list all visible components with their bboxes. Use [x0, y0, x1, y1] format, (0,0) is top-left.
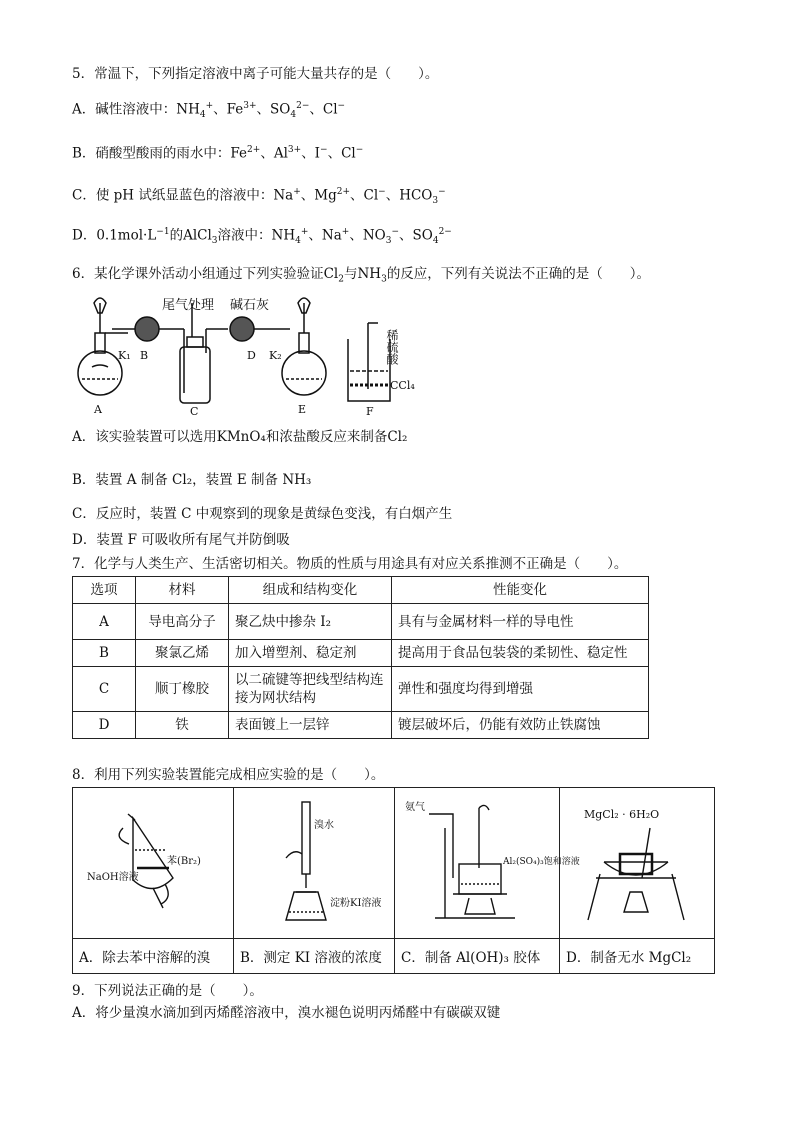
heating-beaker-figure	[395, 788, 580, 934]
table-cell: A	[73, 604, 136, 640]
caption-row	[73, 939, 715, 974]
table-row	[73, 640, 649, 667]
table-cell: 聚乙炔中掺杂 I₂	[229, 604, 392, 640]
flask-e	[282, 351, 326, 395]
label-benzene: 苯(Br₂)	[167, 856, 201, 867]
table-header: 材料	[136, 577, 229, 604]
q9-stem: 9．下列说法正确的是（ ）。	[72, 983, 263, 999]
label-b: B	[140, 349, 149, 362]
q6-option-b: B．装置 A 制备 Cl₂，装置 E 制备 NH₃	[72, 472, 312, 488]
table-cell: D	[73, 712, 136, 739]
label-d: D	[247, 349, 256, 362]
caption-d: D．制备无水 MgCl₂	[560, 939, 715, 974]
q5-option-a: A．碱性溶液中：$NH_4^+$、$Fe^{3+}$、$SO_4^{2-}$、Cl−	[72, 101, 346, 121]
table-cell: 提高用于食品包装袋的柔韧性、稳定性	[392, 640, 649, 667]
q5-option-d: D．$0.1mol\cdot L^{-1}$的AlCl$_3$溶液中：$NH_4^+$、Na+、$NO_3^-$、$SO_4^{2-}$	[72, 227, 452, 247]
drying-tube-d	[230, 317, 254, 341]
q8-table	[72, 787, 715, 974]
table-cell: 具有与金属材料一样的导电性	[392, 604, 649, 640]
table-cell: 加入增塑剂、稳定剂	[229, 640, 392, 667]
table-cell: 顺丁橡胶	[136, 667, 229, 712]
table-row	[73, 712, 649, 739]
caption-c: C．制备 Al(OH)₃ 胶体	[395, 939, 560, 974]
label-soda-lime: 碱石灰	[230, 297, 270, 312]
label-naoh: NaOH溶液	[87, 872, 139, 883]
q6-option-d: D．装置 F 可吸收所有尾气并防倒吸	[72, 532, 290, 548]
label-bromine-water: 溴水	[314, 820, 334, 831]
label-ccl4: CCl₄	[390, 379, 415, 392]
label-c: C	[190, 405, 199, 418]
table-header: 组成和结构变化	[229, 577, 392, 604]
table-cell: 导电高分子	[136, 604, 229, 640]
q5-option-c: C．使 pH 试纸显蓝色的溶液中：Na+、$Mg^{2+}$、Cl−、$HCO_3^-$	[72, 187, 446, 207]
q7-stem: 7．化学与人类生产、生活密切相关。物质的性质与用途具有对应关系推测不正确是（ ）。	[72, 556, 628, 572]
q8-stem: 8．利用下列实验装置能完成相应实验的是（ ）。	[72, 767, 385, 783]
separatory-funnel-figure	[73, 788, 233, 934]
label-k1: K₁	[118, 349, 131, 362]
label-mgcl2: MgCl₂ · 6H₂O	[584, 808, 660, 821]
table-cell: 聚氯乙烯	[136, 640, 229, 667]
table-header: 性能变化	[392, 577, 649, 604]
q7-table	[72, 576, 649, 739]
caption-b: B．测定 KI 溶液的浓度	[234, 939, 395, 974]
table-cell: 表面镀上一层锌	[229, 712, 392, 739]
label-ammonia: 氨气	[405, 802, 425, 813]
beaker-f	[348, 339, 390, 401]
figure-cell-b	[234, 788, 395, 939]
table-cell: 以二硫键等把线型结构连接为网状结构	[229, 667, 392, 712]
table-cell: C	[73, 667, 136, 712]
table-row	[73, 604, 649, 640]
table-row	[73, 667, 649, 712]
q6-stem: 6．某化学课外活动小组通过下列实验验证$Cl_2$与$NH_3$的反应，下列有关说法不正确的是（ ）。	[72, 266, 651, 285]
label-a: A	[94, 403, 102, 416]
table-cell: 镀层破坏后，仍能有效防止铁腐蚀	[392, 712, 649, 739]
label-dilute-acid: 稀硫酸	[385, 329, 399, 365]
q6-option-c: C．反应时，装置 C 中观察到的现象是黄绿色变浅，有白烟产生	[72, 506, 453, 522]
flask-a	[78, 351, 122, 395]
label-tail-gas: 尾气处理	[162, 297, 215, 312]
q9-option-a: A．将少量溴水滴加到丙烯醛溶液中，溴水褪色说明丙烯醛中有碳碳双键	[72, 1005, 501, 1021]
table-header: 选项	[73, 577, 136, 604]
drying-tube-b	[135, 317, 159, 341]
q6-apparatus-figure	[72, 293, 422, 418]
figure-row	[73, 788, 715, 939]
label-starch-ki: 淀粉KI溶液	[330, 898, 382, 909]
table-cell: 弹性和强度均得到增强	[392, 667, 649, 712]
figure-cell-d	[560, 788, 715, 939]
label-f: F	[366, 405, 374, 418]
table-cell: 铁	[136, 712, 229, 739]
titration-figure	[234, 788, 394, 934]
table-cell: B	[73, 640, 136, 667]
table-header-row	[73, 577, 649, 604]
figure-cell-a	[73, 788, 234, 939]
q5-stem: 5．常温下，下列指定溶液中离子可能大量共存的是（ ）。	[72, 66, 439, 82]
q6-option-a: A．该实验装置可以选用KMnO₄和浓盐酸反应来制备Cl₂	[72, 429, 408, 445]
q5-option-b: B．硝酸型酸雨的雨水中：$Fe^{2+}$、$Al^{3+}$、I−、Cl−	[72, 145, 364, 162]
evaporating-dish-figure	[560, 788, 710, 934]
label-k2: K₂	[269, 349, 282, 362]
label-e: E	[298, 403, 307, 416]
label-al2so4: Al₂(SO₄)₃饱和溶液	[503, 857, 580, 867]
figure-cell-c	[395, 788, 580, 939]
caption-a: A．除去苯中溶解的溴	[73, 939, 234, 974]
